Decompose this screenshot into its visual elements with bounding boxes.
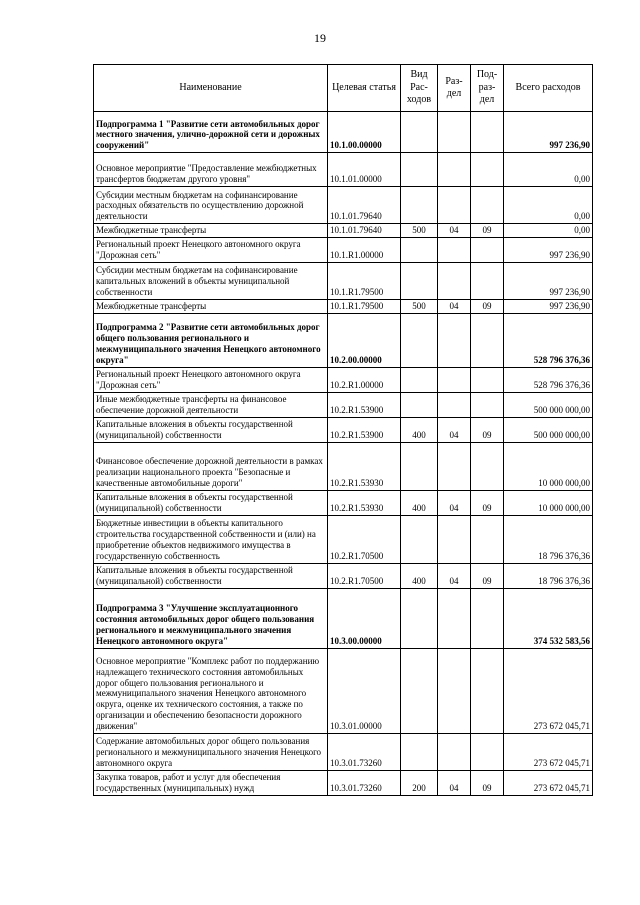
cell-article: 10.1.01.00000 (328, 153, 401, 187)
cell-total: 10 000 000,00 (504, 442, 593, 490)
cell-total: 273 672 045,71 (504, 770, 593, 795)
table-row (94, 313, 593, 367)
table-row (94, 733, 593, 770)
cell-section: 04 (438, 770, 471, 795)
cell-article: 10.2.R1.53930 (328, 490, 401, 515)
table-row (94, 187, 593, 224)
cell-article: 10.1.R1.79500 (328, 299, 401, 313)
cell-total: 273 672 045,71 (504, 733, 593, 770)
cell-type: 400 (401, 490, 438, 515)
table-row (94, 392, 593, 417)
cell-type (401, 187, 438, 224)
cell-article: 10.1.R1.79500 (328, 262, 401, 299)
cell-total: 0,00 (504, 224, 593, 238)
cell-article: 10.2.00.00000 (328, 313, 401, 367)
cell-total: 997 236,90 (504, 262, 593, 299)
cell-total: 997 236,90 (504, 112, 593, 153)
cell-type: 500 (401, 224, 438, 238)
cell-name: Межбюджетные трансферты (94, 299, 328, 313)
cell-name: Основное мероприятие "Комплекс работ по поддержанию надлежащего технического состояния автомобильных дорог общего пользования регионального и межмуниципального значения Ненецкого автономного округа, оценке их технического состояния, а также по организации и обеспечению безопасности дорожного движения" (94, 648, 328, 733)
cell-type (401, 648, 438, 733)
table-row (94, 299, 593, 313)
cell-section (438, 237, 471, 262)
cell-section (438, 648, 471, 733)
cell-section (438, 367, 471, 392)
cell-article: 10.3.01.00000 (328, 648, 401, 733)
cell-type (401, 588, 438, 648)
cell-name: Капитальные вложения в объекты государственной (муниципальной) собственности (94, 563, 328, 588)
cell-section: 04 (438, 224, 471, 238)
cell-article: 10.2.R1.70500 (328, 515, 401, 563)
cell-name: Капитальные вложения в объекты государственной (муниципальной) собственности (94, 417, 328, 442)
cell-subsection (471, 588, 504, 648)
cell-article: 10.3.01.73260 (328, 770, 401, 795)
cell-article: 10.3.01.73260 (328, 733, 401, 770)
cell-total: 500 000 000,00 (504, 417, 593, 442)
cell-subsection (471, 187, 504, 224)
cell-name: Региональный проект Ненецкого автономного округа "Дорожная сеть" (94, 237, 328, 262)
cell-subsection: 09 (471, 770, 504, 795)
cell-name: Закупка товаров, работ и услуг для обеспечения государственных (муниципальных) нужд (94, 770, 328, 795)
cell-subsection (471, 112, 504, 153)
table-row (94, 515, 593, 563)
table-row (94, 224, 593, 238)
cell-total: 997 236,90 (504, 237, 593, 262)
cell-name: Бюджетные инвестиции в объекты капитального строительства государственной собственности и (или) на приобретение объектов недвижимого имущества в государственную собственность (94, 515, 328, 563)
header-section: Раз- дел (438, 65, 471, 112)
table-row (94, 367, 593, 392)
cell-section (438, 112, 471, 153)
cell-name: Региональный проект Ненецкого автономного округа "Дорожная сеть" (94, 367, 328, 392)
cell-article: 10.1.01.79640 (328, 224, 401, 238)
table-row (94, 648, 593, 733)
cell-section (438, 262, 471, 299)
cell-name: Капитальные вложения в объекты государственной (муниципальной) собственности (94, 490, 328, 515)
cell-type (401, 515, 438, 563)
cell-name: Иные межбюджетные трансферты на финансовое обеспечение дорожной деятельности (94, 392, 328, 417)
cell-subsection: 09 (471, 563, 504, 588)
header-total: Всего расходов (504, 65, 593, 112)
cell-section (438, 442, 471, 490)
cell-section (438, 588, 471, 648)
cell-type (401, 262, 438, 299)
cell-type (401, 733, 438, 770)
table-row (94, 770, 593, 795)
table-header-row (94, 65, 593, 112)
header-subsection: Под- раз- дел (471, 65, 504, 112)
cell-type: 200 (401, 770, 438, 795)
cell-total: 997 236,90 (504, 299, 593, 313)
cell-subsection: 09 (471, 417, 504, 442)
cell-total: 10 000 000,00 (504, 490, 593, 515)
cell-article: 10.2.R1.00000 (328, 367, 401, 392)
cell-article: 10.2.R1.53930 (328, 442, 401, 490)
cell-subsection (471, 153, 504, 187)
cell-subsection: 09 (471, 490, 504, 515)
cell-section: 04 (438, 563, 471, 588)
cell-section: 04 (438, 299, 471, 313)
cell-subsection (471, 648, 504, 733)
cell-subsection: 09 (471, 299, 504, 313)
cell-total: 273 672 045,71 (504, 648, 593, 733)
cell-type (401, 153, 438, 187)
table-row (94, 237, 593, 262)
cell-name: Субсидии местным бюджетам на софинансирование расходных обязательств по осуществлению дорожной деятельности (94, 187, 328, 224)
cell-type (401, 367, 438, 392)
cell-subsection (471, 262, 504, 299)
cell-type (401, 237, 438, 262)
cell-name: Содержание автомобильных дорог общего пользования регионального и межмуниципального значения Ненецкого автономного округа (94, 733, 328, 770)
table-row (94, 417, 593, 442)
cell-name: Субсидии местным бюджетам на софинансирование капитальных вложений в объекты муниципальной собственности (94, 262, 328, 299)
cell-name: Подпрограмма 3 "Улучшение эксплуатационного состояния автомобильных дорог общего пользования регионального и межмуниципального значения Ненецкого автономного округа" (94, 588, 328, 648)
cell-total: 374 532 583,56 (504, 588, 593, 648)
cell-name: Межбюджетные трансферты (94, 224, 328, 238)
cell-total: 528 796 376,36 (504, 313, 593, 367)
cell-article: 10.2.R1.53900 (328, 392, 401, 417)
cell-section: 04 (438, 490, 471, 515)
cell-type (401, 392, 438, 417)
cell-total: 0,00 (504, 187, 593, 224)
cell-section: 04 (438, 417, 471, 442)
cell-subsection (471, 442, 504, 490)
cell-subsection (471, 733, 504, 770)
cell-subsection: 09 (471, 224, 504, 238)
cell-name: Подпрограмма 2 "Развитие сети автомобильных дорог общего пользования регионального и межмуниципального значения Ненецкого автономного округа" (94, 313, 328, 367)
header-name: Наименование (94, 65, 328, 112)
header-type: Вид Рас- ходов (401, 65, 438, 112)
cell-total: 18 796 376,36 (504, 515, 593, 563)
budget-table (93, 64, 593, 796)
cell-article: 10.1.R1.00000 (328, 237, 401, 262)
cell-subsection (471, 237, 504, 262)
cell-article: 10.1.01.79640 (328, 187, 401, 224)
cell-type (401, 313, 438, 367)
cell-type (401, 442, 438, 490)
cell-article: 10.1.00.00000 (328, 112, 401, 153)
cell-section (438, 515, 471, 563)
cell-total: 528 796 376,36 (504, 367, 593, 392)
table-row (94, 490, 593, 515)
cell-article: 10.2.R1.70500 (328, 563, 401, 588)
table-body (94, 112, 593, 796)
cell-total: 18 796 376,36 (504, 563, 593, 588)
table-row (94, 262, 593, 299)
page-number: 19 (314, 31, 326, 45)
cell-type: 500 (401, 299, 438, 313)
cell-article: 10.2.R1.53900 (328, 417, 401, 442)
cell-name: Основное мероприятие "Предоставление межбюджетных трансфертов бюджетам другого уровня" (94, 153, 328, 187)
cell-subsection (471, 515, 504, 563)
cell-type (401, 112, 438, 153)
cell-section (438, 153, 471, 187)
cell-section (438, 187, 471, 224)
cell-name: Финансовое обеспечение дорожной деятельности в рамках реализации национального проекта "Безопасные и качественные автомобильные дороги" (94, 442, 328, 490)
cell-name: Подпрограмма 1 "Развитие сети автомобильных дорог местного значения, улично-дорожной сети и дорожных сооружений" (94, 112, 328, 153)
table-row (94, 153, 593, 187)
table-row (94, 442, 593, 490)
cell-subsection (471, 313, 504, 367)
cell-type: 400 (401, 417, 438, 442)
table-row (94, 588, 593, 648)
cell-subsection (471, 392, 504, 417)
table-row (94, 112, 593, 153)
cell-section (438, 313, 471, 367)
cell-article: 10.3.00.00000 (328, 588, 401, 648)
header-article: Целевая статья (328, 65, 401, 112)
cell-subsection (471, 367, 504, 392)
cell-section (438, 733, 471, 770)
cell-section (438, 392, 471, 417)
cell-type: 400 (401, 563, 438, 588)
cell-total: 0,00 (504, 153, 593, 187)
table-row (94, 563, 593, 588)
cell-total: 500 000 000,00 (504, 392, 593, 417)
